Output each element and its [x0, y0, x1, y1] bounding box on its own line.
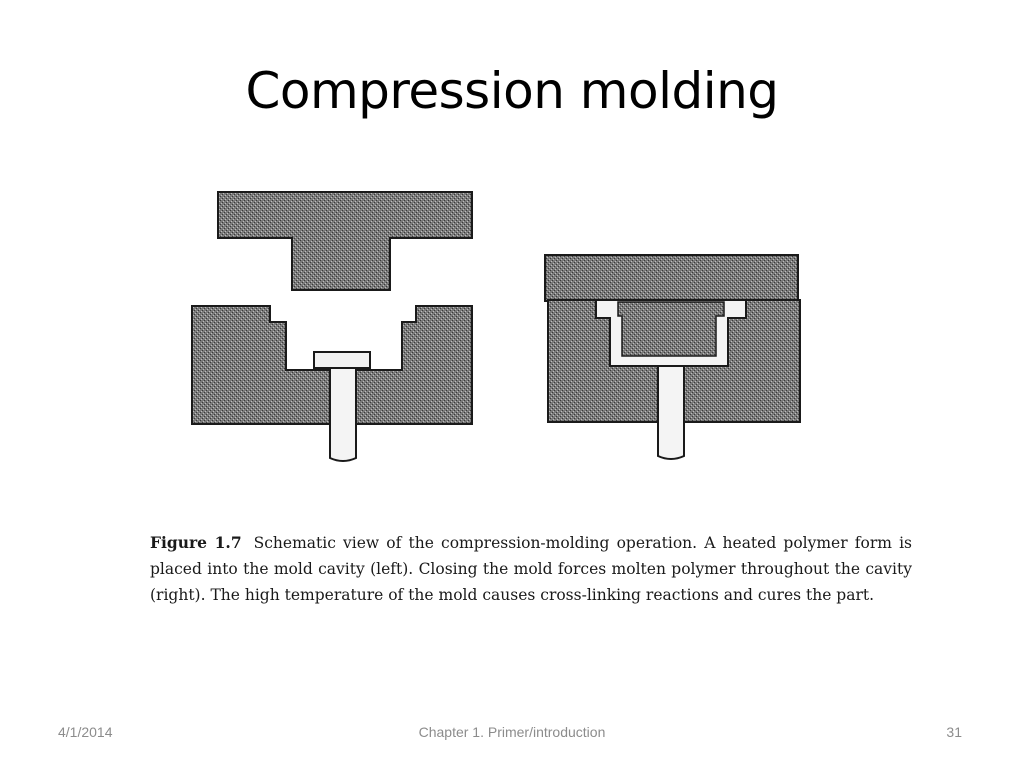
compression-molding-diagram: [180, 180, 820, 480]
figure-label: Figure 1.7: [150, 533, 242, 552]
open-mold-left: [192, 192, 472, 461]
figure-caption: [150, 530, 912, 608]
polymer-preform: [314, 352, 370, 368]
page-number: 31: [946, 724, 962, 740]
footer-chapter: Chapter 1. Primer/introduction: [418, 724, 606, 740]
closed-mold-right: [545, 255, 800, 459]
ejector-pin-right: [658, 366, 684, 459]
slide-title: Compression molding: [245, 62, 779, 120]
footer-date: 4/1/2014: [58, 724, 113, 740]
mold-plunger-upper: [218, 192, 472, 290]
ejector-pin-left: [330, 366, 356, 461]
mold-top-plate-right: [545, 255, 798, 301]
mold-core-right: [618, 302, 724, 356]
figure-caption-text: Schematic view of the compression-molding operation. A heated polymer form is placed into the mold cavity (left). Closing the mold forces molten polymer throughout the cavity (right). The high temperature of the mold causes cross-linking reactions and cures the part.: [150, 534, 913, 604]
